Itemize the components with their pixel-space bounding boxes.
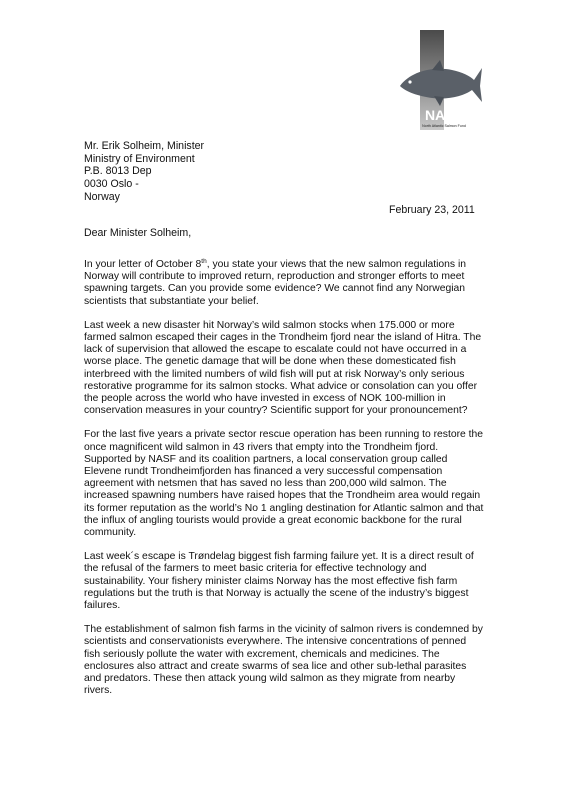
address-line: 0030 Oslo - bbox=[84, 178, 139, 191]
salmon-icon bbox=[400, 60, 482, 106]
paragraph: For the last five years a private sector rescue operation has been running to restore the once magnificent wild salmon in 43 rivers that empty into the Trondheim fjord. Supported by NASF and its coalition partners, a local conservation group called Elevene rundt Trondheimfjorden has financed a very successful compensation agreement with netsmen that has saved no less than 200,000 wild salmon. The increased spawning numbers have raised hopes that the Trondheim area would regain its former reputation as the world’s No 1 angling destination for Atlantic salmon and that the influx of angling tourists would provide a great economic backbone for the rural community. bbox=[84, 429, 484, 539]
paragraph: Last week a new disaster hit Norway’s wild salmon stocks when 175.000 or more farmed salmon escaped their cages in the Trondheim fjord near the island of Hitra. The lack of supervision that allowed the escape to escalate could not have occurred in a worse place. The genetic damage that will be done when these domesticated fish interbreed with the limited numbers of wild fish will put at risk Norway’s only serious restorative programme for its salmon stocks. What advice or consolation can you offer the people across the world who have invested in excess of NOK 100-million in conservation measures in your country? Scientific support for your pronouncement? bbox=[84, 319, 482, 417]
recipient-address bbox=[84, 140, 204, 204]
paragraph: Last week´s escape is Trøndelag biggest fish farming failure yet. It is a direct result of the refusal of the farmers to meet basic criteria for effective technology and sustainability. Your fishery minister claims Norway has the most effective fish farm regulations but the truth is that Norway is actually the scene of the industry’s biggest failures. bbox=[84, 551, 474, 612]
nasf-tagline: North Atlantic Salmon Fund bbox=[422, 124, 466, 128]
address-line: Norway bbox=[84, 190, 120, 203]
address-line: P.B. 8013 Dep bbox=[84, 165, 152, 178]
address-line: Mr. Erik Solheim, Minister bbox=[84, 140, 205, 152]
address-line: Ministry of Environment bbox=[84, 152, 195, 165]
nasf-logo-text: NASF bbox=[424, 107, 464, 123]
paragraph: The establishment of salmon fish farms in the vicinity of salmon rivers is condemned by scientists and conservationists everywhere. The intensive concentrations of penned fish seriously pollute the water with excrement, chemicals and medicines. The enclosures also attract and create swarms of sea lice and other sub-lethal parasites and predators. These then attack young wild salmon as they migrate from nearby rivers. bbox=[84, 624, 483, 697]
paragraph: In your letter of October 8th, you state your views that the new salmon regulations in Norway will contribute to improved return, reproduction and stronger efforts to meet spawning targets. Can you provide some evidence? We cannot find any Norwegian scientists that substantiate your belief. bbox=[84, 258, 467, 307]
letter-date: February 23, 2011 bbox=[389, 204, 475, 216]
salutation: Dear Minister Solheim, bbox=[84, 227, 192, 239]
nasf-logo bbox=[392, 30, 482, 130]
letter-body bbox=[84, 259, 484, 710]
